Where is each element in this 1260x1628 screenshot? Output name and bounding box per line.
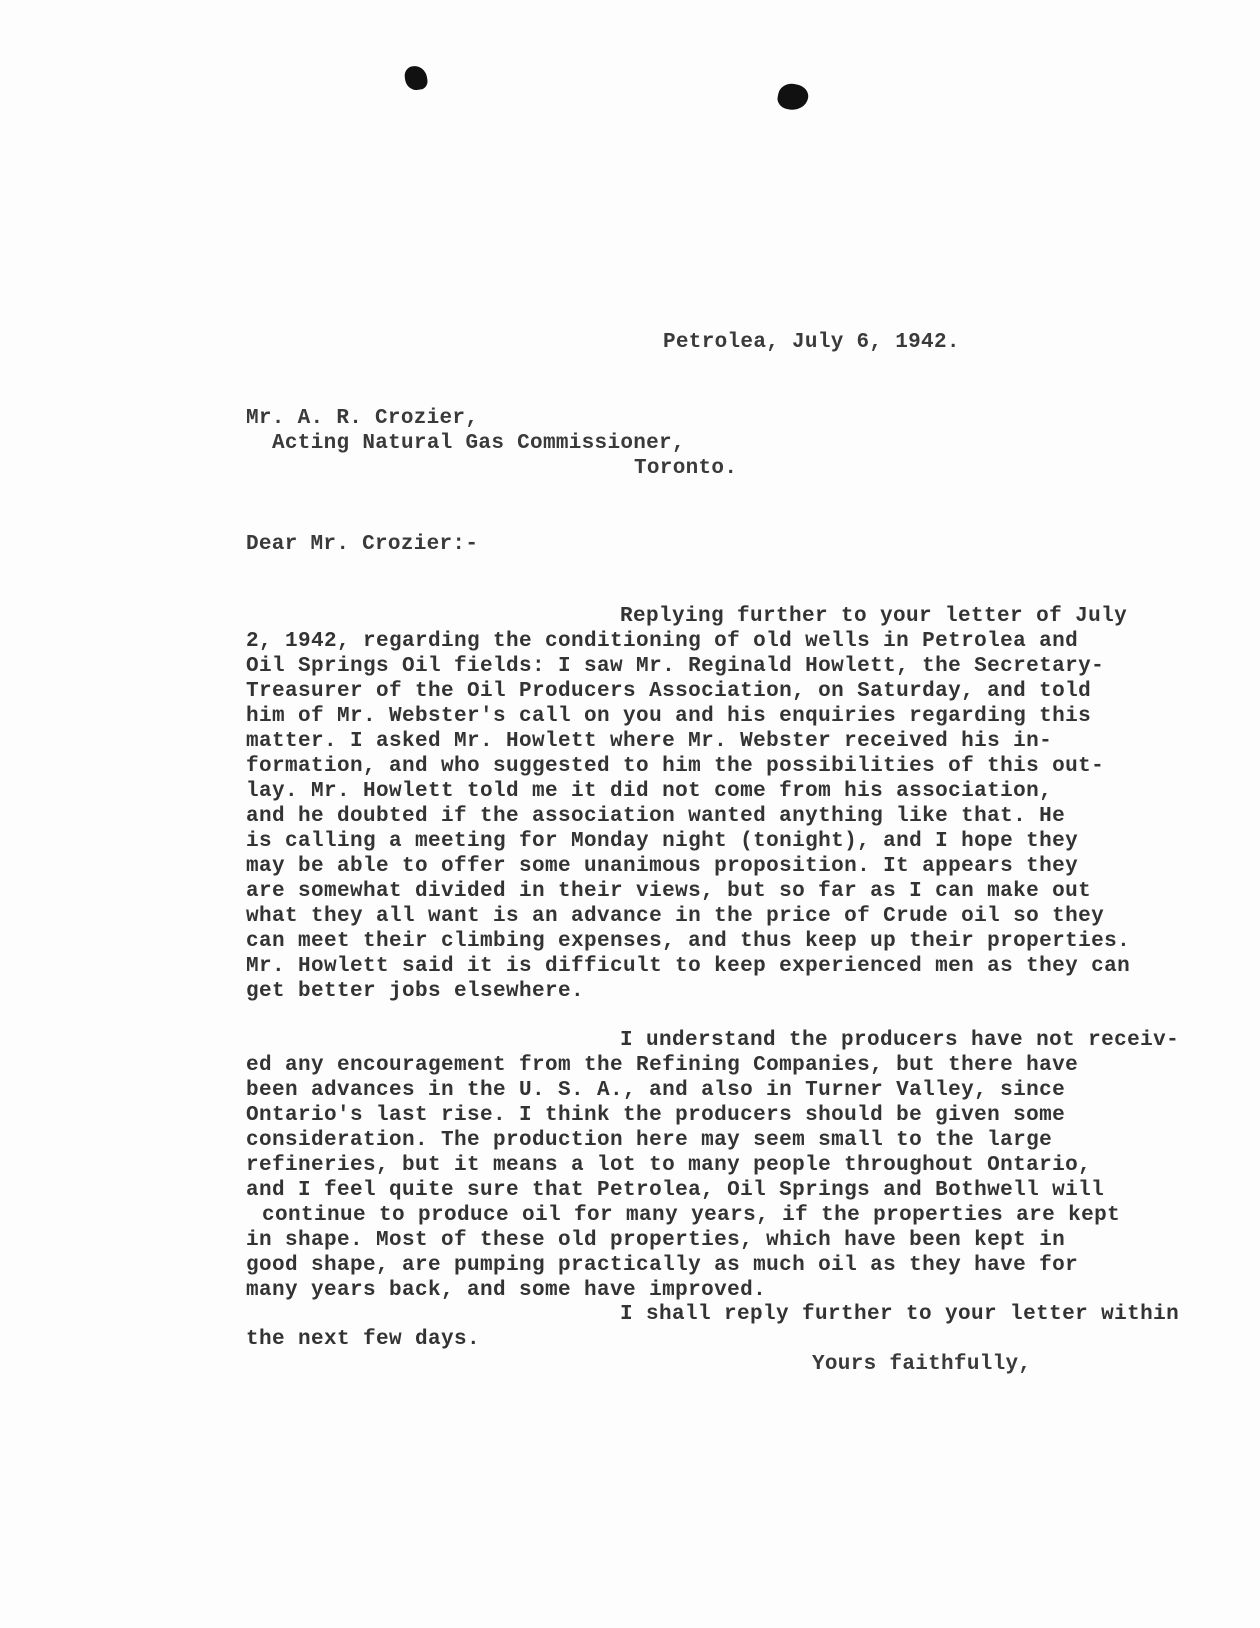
address-line: Acting Natural Gas Commissioner, (272, 432, 685, 455)
closing: Yours faithfully, (812, 1353, 1032, 1376)
paragraph-line: Ontario's last rise. I think the producers should be given some (246, 1104, 1066, 1127)
paragraph-line: is calling a meeting for Monday night (tonight), and I hope they (246, 830, 1079, 853)
punch-hole-mark (403, 65, 428, 92)
paragraph-line: Replying further to your letter of July (620, 605, 1128, 628)
paragraph-line: refineries, but it means a lot to many people throughout Ontario, (246, 1154, 1092, 1177)
paragraph-line: are somewhat divided in their views, but so far as I can make out (246, 880, 1092, 903)
paragraph-line: what they all want is an advance in the price of Crude oil so they (246, 905, 1105, 928)
paragraph-line: I understand the producers have not receiv- (620, 1029, 1180, 1052)
paragraph-line: matter. I asked Mr. Howlett where Mr. Webster received his in- (246, 730, 1053, 753)
paragraph-line: been advances in the U. S. A., and also in Turner Valley, since (246, 1079, 1066, 1102)
paragraph-line: continue to produce oil for many years, if the properties are kept (262, 1204, 1121, 1227)
paragraph-line: Treasurer of the Oil Producers Association, on Saturday, and told (246, 680, 1092, 703)
paragraph-line: 2, 1942, regarding the conditioning of old wells in Petrolea and (246, 630, 1079, 653)
paragraph-line: consideration. The production here may seem small to the large (246, 1129, 1053, 1152)
paragraph-line: I shall reply further to your letter within (620, 1303, 1180, 1326)
paragraph-line: ed any encouragement from the Refining Companies, but there have (246, 1054, 1079, 1077)
punch-hole-mark (776, 81, 811, 113)
paragraph-line: him of Mr. Webster's call on you and his enquiries regarding this (246, 705, 1092, 728)
paragraph-line: can meet their climbing expenses, and thus keep up their properties. (246, 930, 1131, 953)
paragraph-line: good shape, are pumping practically as much oil as they have for (246, 1254, 1079, 1277)
dateline: Petrolea, July 6, 1942. (663, 331, 960, 354)
paragraph-line: lay. Mr. Howlett told me it did not come from his association, (246, 780, 1053, 803)
paragraph-line: may be able to offer some unanimous proposition. It appears they (246, 855, 1079, 878)
paragraph-line: Mr. Howlett said it is difficult to keep experienced men as they can (246, 955, 1131, 978)
paragraph-line: formation, and who suggested to him the possibilities of this out- (246, 755, 1105, 778)
paragraph-line: Oil Springs Oil fields: I saw Mr. Reginald Howlett, the Secretary- (246, 655, 1105, 678)
paragraph-line: in shape. Most of these old properties, which have been kept in (246, 1229, 1066, 1252)
paragraph-line: and he doubted if the association wanted anything like that. He (246, 805, 1066, 828)
address-line: Toronto. (634, 457, 738, 480)
paragraph-line: get better jobs elsewhere. (246, 980, 585, 1003)
salutation: Dear Mr. Crozier:- (246, 533, 479, 556)
paragraph-line: and I feel quite sure that Petrolea, Oil Springs and Bothwell will (246, 1179, 1105, 1202)
paragraph-line: many years back, and some have improved. (246, 1279, 767, 1302)
paragraph-line: the next few days. (246, 1328, 481, 1351)
address-line: Mr. A. R. Crozier, (246, 407, 479, 430)
